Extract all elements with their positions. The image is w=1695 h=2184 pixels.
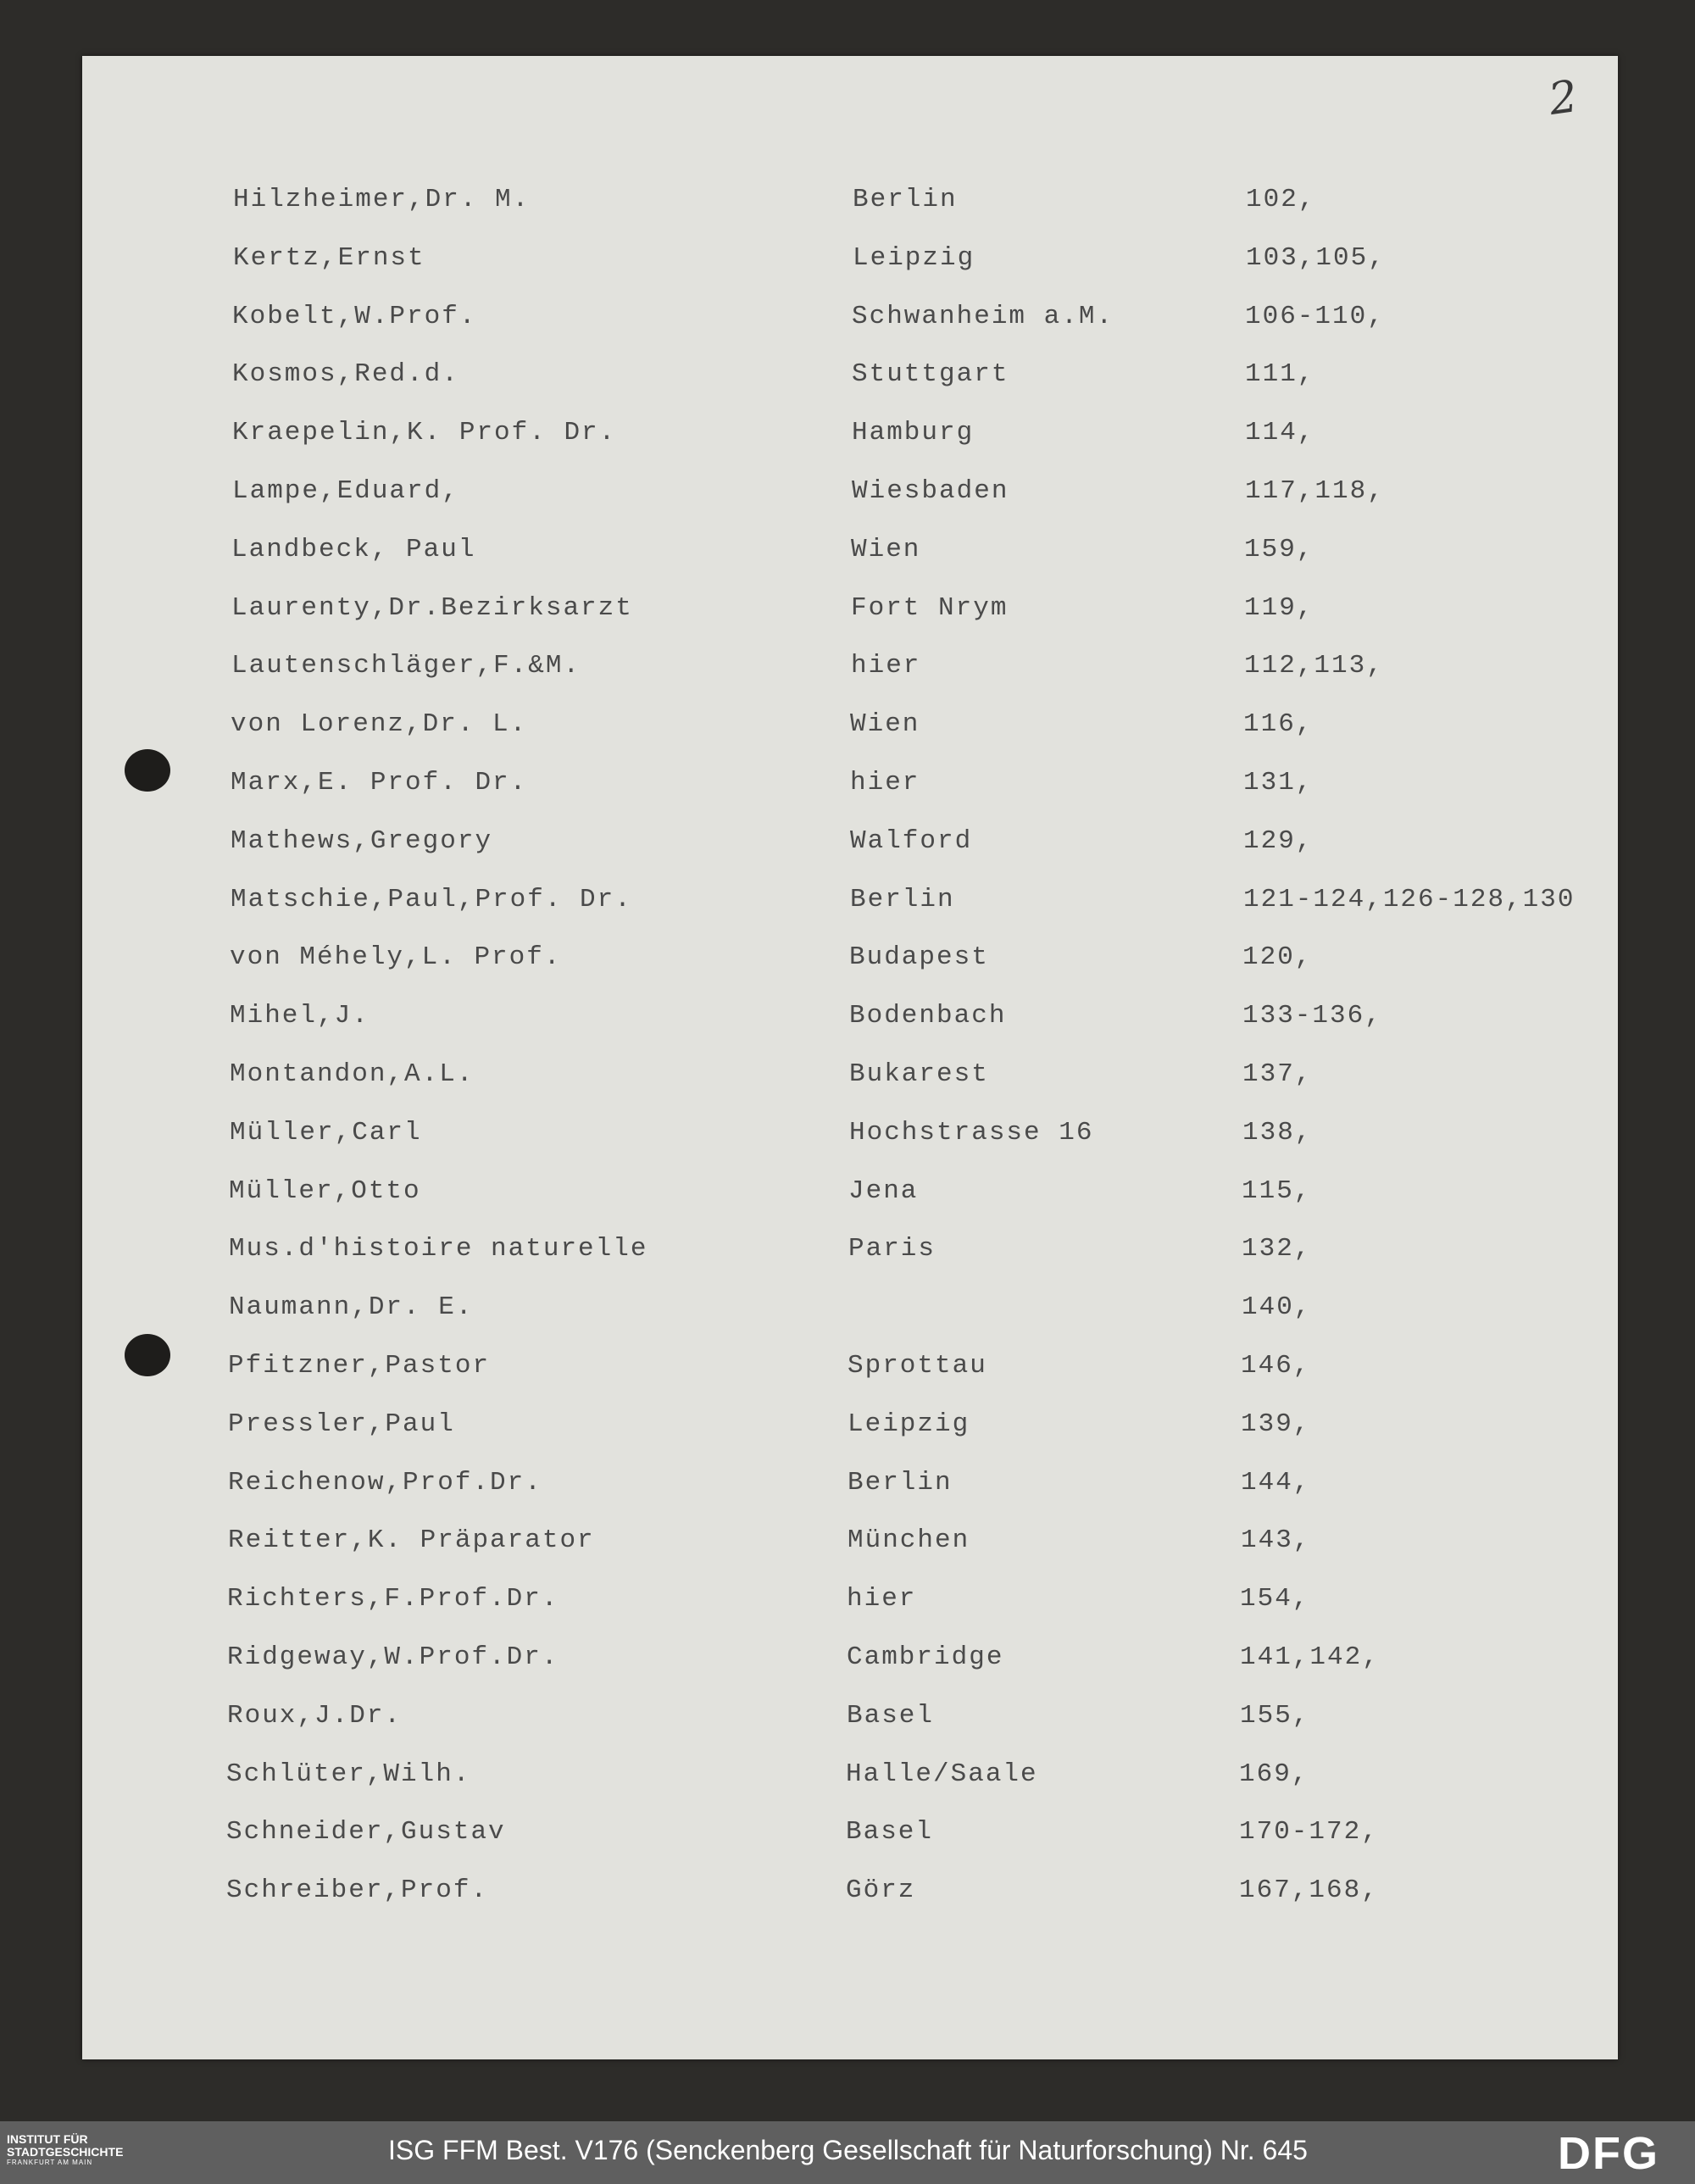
entry-pages: 114, bbox=[1245, 418, 1315, 448]
entry-pages: 169, bbox=[1239, 1759, 1309, 1789]
entry-name: Schreiber,Prof. bbox=[226, 1876, 489, 1906]
entry-pages: 131, bbox=[1243, 768, 1314, 797]
entry-name: von Méhely,L. Prof. bbox=[230, 942, 562, 973]
list-item bbox=[0, 942, 1692, 993]
entry-place: Hochstrasse 16 bbox=[849, 1117, 1094, 1148]
entry-pages: 143, bbox=[1241, 1525, 1311, 1556]
list-item bbox=[0, 1351, 1690, 1402]
list-item bbox=[0, 1642, 1689, 1693]
entry-pages: 155, bbox=[1240, 1700, 1310, 1731]
entry-name: Richters,F.Prof.Dr. bbox=[227, 1584, 559, 1614]
entry-name: von Lorenz,Dr. L. bbox=[231, 709, 528, 740]
archive-caption: ISG FFM Best. V176 (Senckenberg Gesellschaft für Naturforschung) Nr. 645 bbox=[388, 2135, 1308, 2165]
list-item bbox=[0, 826, 1692, 877]
entry-place: Basel bbox=[846, 1817, 934, 1848]
list-item bbox=[0, 1409, 1690, 1460]
entry-place: Stuttgart bbox=[852, 359, 1009, 390]
entry-name: Roux,J.Dr. bbox=[227, 1700, 403, 1731]
entry-place: Halle/Saale bbox=[846, 1759, 1038, 1789]
entry-name: Kraepelin,K. Prof. Dr. bbox=[232, 418, 617, 448]
entry-name: Ridgeway,W.Prof.Dr. bbox=[227, 1642, 559, 1672]
list-item bbox=[0, 1759, 1688, 1810]
list-item bbox=[0, 359, 1694, 410]
entry-pages: 117,118, bbox=[1245, 476, 1385, 506]
list-item bbox=[0, 593, 1693, 644]
entry-name: Landbeck, Paul bbox=[231, 534, 476, 564]
entry-place: Wien bbox=[850, 709, 920, 740]
list-item bbox=[0, 1468, 1690, 1519]
entry-pages: 146, bbox=[1241, 1351, 1311, 1381]
entry-pages: 138, bbox=[1242, 1117, 1313, 1148]
entry-pages: 133-136, bbox=[1242, 1001, 1382, 1031]
entry-pages: 120, bbox=[1242, 942, 1313, 973]
list-item bbox=[0, 885, 1692, 936]
entry-pages: 167,168, bbox=[1239, 1876, 1379, 1906]
entry-pages: 139, bbox=[1241, 1409, 1311, 1439]
entry-pages: 119, bbox=[1244, 592, 1314, 623]
entry-place: Cambridge bbox=[847, 1642, 1004, 1672]
list-item bbox=[0, 1584, 1689, 1635]
list-item bbox=[0, 243, 1695, 294]
entry-place: Berlin bbox=[848, 1467, 953, 1498]
entry-name: Kosmos,Red.d. bbox=[232, 359, 459, 390]
entry-name: Montandon,A.L. bbox=[230, 1059, 475, 1089]
list-item bbox=[0, 1001, 1692, 1052]
entry-name: Müller,Carl bbox=[230, 1117, 422, 1148]
institute-logo-line2: STADTGESCHICHTE bbox=[7, 2145, 124, 2159]
entry-name: Mathews,Gregory bbox=[231, 825, 493, 856]
list-item bbox=[0, 651, 1693, 702]
entry-name: Mihel,J. bbox=[230, 1001, 370, 1031]
list-item bbox=[0, 1234, 1691, 1285]
entry-pages: 170-172, bbox=[1239, 1817, 1379, 1848]
entry-name: Schlüter,Wilh. bbox=[226, 1759, 471, 1789]
entry-name: Lampe,Eduard, bbox=[232, 476, 459, 506]
entry-name: Kertz,Ernst bbox=[233, 242, 425, 273]
entry-place: Hamburg bbox=[852, 418, 975, 448]
entry-place: Basel bbox=[847, 1700, 935, 1731]
institute-logo-line1: INSTITUT FÜR bbox=[7, 2132, 88, 2146]
list-item bbox=[0, 768, 1692, 819]
list-item bbox=[0, 709, 1692, 760]
entry-place: hier bbox=[847, 1584, 917, 1614]
entry-place: Budapest bbox=[849, 942, 989, 973]
entry-place: Wien bbox=[851, 534, 921, 564]
entry-pages: 111, bbox=[1245, 359, 1315, 390]
entry-pages: 144, bbox=[1241, 1467, 1311, 1498]
institute-logo bbox=[7, 2133, 123, 2167]
entry-place: Fort Nrym bbox=[851, 592, 1009, 623]
entry-place: Berlin bbox=[850, 884, 955, 914]
entry-pages: 112,113, bbox=[1244, 651, 1384, 681]
list-item bbox=[0, 185, 1695, 236]
list-item bbox=[0, 1292, 1691, 1343]
entry-name: Matschie,Paul,Prof. Dr. bbox=[231, 884, 632, 914]
handwritten-page-number: 2 bbox=[1545, 70, 1581, 126]
entry-place: Schwanheim a.M. bbox=[852, 301, 1114, 331]
entry-pages: 129, bbox=[1243, 825, 1314, 856]
entry-pages: 141,142, bbox=[1240, 1642, 1380, 1672]
list-item bbox=[0, 476, 1694, 527]
entry-place: Jena bbox=[848, 1175, 919, 1206]
entry-name: Laurenty,Dr.Bezirksarzt bbox=[231, 592, 633, 623]
entry-name: Reitter,K. Präparator bbox=[228, 1525, 595, 1556]
entry-pages: 140, bbox=[1242, 1292, 1312, 1323]
entry-name: Müller,Otto bbox=[229, 1175, 421, 1206]
entry-name: Mus.d'histoire naturelle bbox=[229, 1234, 648, 1264]
entry-place: Bukarest bbox=[849, 1059, 989, 1089]
entry-pages: 154, bbox=[1240, 1584, 1310, 1614]
institute-logo-line3: FRANKFURT AM MAIN bbox=[7, 2159, 93, 2166]
list-item bbox=[0, 1059, 1692, 1110]
entry-name: Naumann,Dr. E. bbox=[229, 1292, 474, 1323]
entry-name: Pfitzner,Pastor bbox=[228, 1351, 491, 1381]
list-item bbox=[0, 302, 1694, 353]
list-item bbox=[0, 1118, 1692, 1169]
entry-name: Lautenschläger,F.&M. bbox=[231, 651, 581, 681]
entry-name: Marx,E. Prof. Dr. bbox=[231, 768, 528, 797]
entry-place: Paris bbox=[848, 1234, 936, 1264]
entry-name: Reichenow,Prof.Dr. bbox=[228, 1467, 542, 1498]
entry-place: Leipzig bbox=[848, 1409, 970, 1439]
list-item bbox=[0, 1525, 1690, 1576]
entry-place: Sprottau bbox=[848, 1351, 987, 1381]
entry-pages: 121-124,126-128,130 bbox=[1243, 884, 1576, 914]
entry-place: Berlin bbox=[853, 185, 958, 214]
dfg-logo: DFG bbox=[1558, 2128, 1659, 2179]
list-item bbox=[0, 1701, 1689, 1752]
list-item bbox=[0, 535, 1693, 586]
entry-place: hier bbox=[850, 768, 920, 797]
archive-footer-bar bbox=[0, 2121, 1695, 2184]
entry-pages: 106-110, bbox=[1245, 301, 1385, 331]
entry-pages: 116, bbox=[1243, 709, 1314, 740]
entry-pages: 102, bbox=[1246, 185, 1316, 214]
entry-place: Walford bbox=[850, 825, 973, 856]
list-item bbox=[0, 1817, 1688, 1868]
entry-name: Hilzheimer,Dr. M. bbox=[233, 185, 531, 214]
list-item bbox=[0, 1876, 1688, 1926]
entry-place: Leipzig bbox=[853, 242, 975, 273]
entry-place: Bodenbach bbox=[849, 1001, 1007, 1031]
entry-pages: 137, bbox=[1242, 1059, 1313, 1089]
entry-pages: 132, bbox=[1242, 1234, 1312, 1264]
entry-place: München bbox=[848, 1525, 970, 1556]
entry-name: Schneider,Gustav bbox=[226, 1817, 506, 1848]
entry-pages: 159, bbox=[1244, 534, 1314, 564]
entry-place: Wiesbaden bbox=[852, 476, 1009, 506]
list-item bbox=[0, 418, 1694, 469]
entry-name: Pressler,Paul bbox=[228, 1409, 455, 1439]
entry-place: Görz bbox=[846, 1876, 916, 1906]
entry-name: Kobelt,W.Prof. bbox=[232, 301, 477, 331]
list-item bbox=[0, 1176, 1691, 1227]
entry-pages: 103,105, bbox=[1246, 242, 1386, 273]
entry-place: hier bbox=[851, 651, 921, 681]
entry-pages: 115, bbox=[1242, 1175, 1312, 1206]
